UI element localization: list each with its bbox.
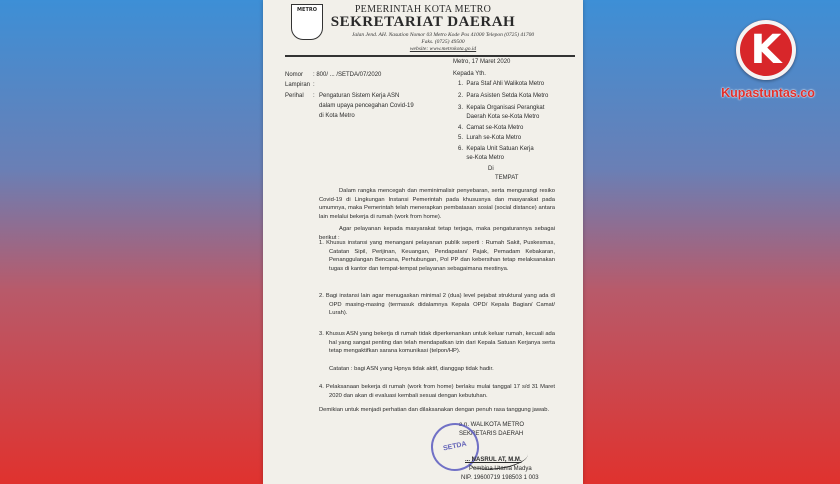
- body-paragraph: Dalam rangka mencegah dan meminimalisir penyebaran, serta mengurangi resiko Covid-19 di Lingkungan Instansi Pemerintah pada khususnya dan masyarakat pada umumnya, maka Pemerintah telah menerapkan pembatasan sosial (social distance) antara lain melalui bekerja di rumah (work from home).: [319, 188, 555, 220]
- body-closing: Demikian untuk menjadi perhatian dan dilaksanakan dengan penuh rasa tanggung jawab.: [319, 407, 550, 413]
- signature-line: SEKRETARIS DAERAH: [459, 431, 524, 437]
- recipient-item: 3. Kepala Organisasi Perangkat: [458, 105, 545, 111]
- perihal-line: Pengaturan Sistem Kerja ASN: [319, 93, 400, 99]
- recipient-item: 5. Lurah se-Kota Metro: [458, 135, 522, 141]
- signer-rank: Pembina Utama Madya: [469, 466, 532, 472]
- signature-line: a.n. WALIKOTA METRO: [459, 422, 525, 428]
- recipient-item: 1. Para Staf Ahli Walikota Metro: [458, 81, 545, 87]
- city-emblem-icon: METRO: [291, 4, 323, 40]
- body-list-item: 3. Khusus ASN yang bekerja di rumah tidak diperkenankan untuk keluar rumah, kecuali ada hal yang sangat penting dan telah mendapatkan izin dari Kepala Satuan Kerjanya serta tetap mengaktifkan sarana komunikasi (telpon/HP).: [319, 331, 555, 354]
- letter-document: [263, 0, 583, 484]
- signer-name: ... NASRUL AT, M.M.: [465, 457, 522, 463]
- signer-nip: NIP. 19600719 198503 1 003: [461, 475, 539, 481]
- body-paragraph: Agar pelayanan kepada masyarakat tetap terjaga, maka pengaturannya sebagai berikut :: [319, 226, 555, 241]
- body-list-item: 4. Pelaksanaan bekerja di rumah (work from home) berlaku mulai tanggal 17 s/d 31 Maret 2020 dan akan di evaluasi kembali sesuai dengan kebutuhan.: [319, 384, 555, 399]
- site-logo[interactable]: [708, 20, 828, 110]
- lampiran-label: Lampiran: [285, 82, 311, 88]
- nomor-label: Nomor: [285, 72, 304, 78]
- recipient-item: se-Kota Metro: [458, 155, 505, 161]
- body-note: Catatan : bagi ASN yang Hpnya tidak aktif, dianggap tidak hadir.: [329, 366, 494, 372]
- brand-name: Kupastuntas.co: [721, 86, 815, 100]
- recipient-di: Di: [488, 166, 494, 172]
- brand-k-icon: K: [736, 20, 796, 80]
- recipients-heading: Kepada Yth.: [453, 71, 486, 77]
- government-name: PEMERINTAH KOTA METRO: [354, 4, 492, 15]
- office-website: website: www.metrokota.go.id: [409, 46, 477, 52]
- official-stamp: SETDA: [427, 419, 484, 476]
- perihal-line: di Kota Metro: [319, 113, 355, 119]
- office-fax: Faks. (0725) 49500: [421, 39, 465, 45]
- lampiran-value: :: [313, 82, 315, 88]
- letter-date: Metro, 17 Maret 2020: [453, 59, 511, 65]
- recipient-item: 4. Camat se-Kota Metro: [458, 125, 524, 131]
- perihal-label: Perihal: [285, 93, 304, 99]
- letterhead-rule: [285, 55, 575, 57]
- recipient-item: 2. Para Asisten Setda Kota Metro: [458, 93, 549, 99]
- recipient-item: 6. Kepala Unit Satuan Kerja: [458, 146, 534, 152]
- perihal-value: :: [313, 93, 315, 99]
- perihal-line: dalam upaya pencegahan Covid-19: [319, 103, 414, 109]
- recipient-tempat: TEMPAT: [495, 175, 519, 181]
- recipient-item: Daerah Kota se-Kota Metro: [458, 114, 540, 120]
- nomor-value: : 800/ ... /SETDA/07/2020: [313, 72, 382, 78]
- office-name: SEKRETARIAT DAERAH: [330, 14, 516, 30]
- office-address: Jalan Jend. AH. Nasution Nomor 03 Metro Kode Pos 41000 Telepon (0725) 41700: [351, 32, 535, 38]
- body-list-item: 2. Bagi instansi lain agar menugaskan minimal 2 (dua) level pejabat struktural yang ada di OPD masing-masing (termasuk didalamnya Kepala OPD/ Kepala Bagian/ Camat/ Lurah).: [319, 293, 555, 316]
- body-list-item: 1. Khusus instansi yang menangani pelayanan publik seperti : Rumah Sakit, Puskesmas, Catatan Sipil, Perijinan, Keuangan, Pendapatan/ Pajak, Pemadam Kebakaran, Penanggulangan Bencana, Perhubungan, Pol PP dan kebersihan tetap melaksanakan tugas di kantor dan tempat-tempat pelayanan sebagaimana mestinya.: [319, 240, 555, 272]
